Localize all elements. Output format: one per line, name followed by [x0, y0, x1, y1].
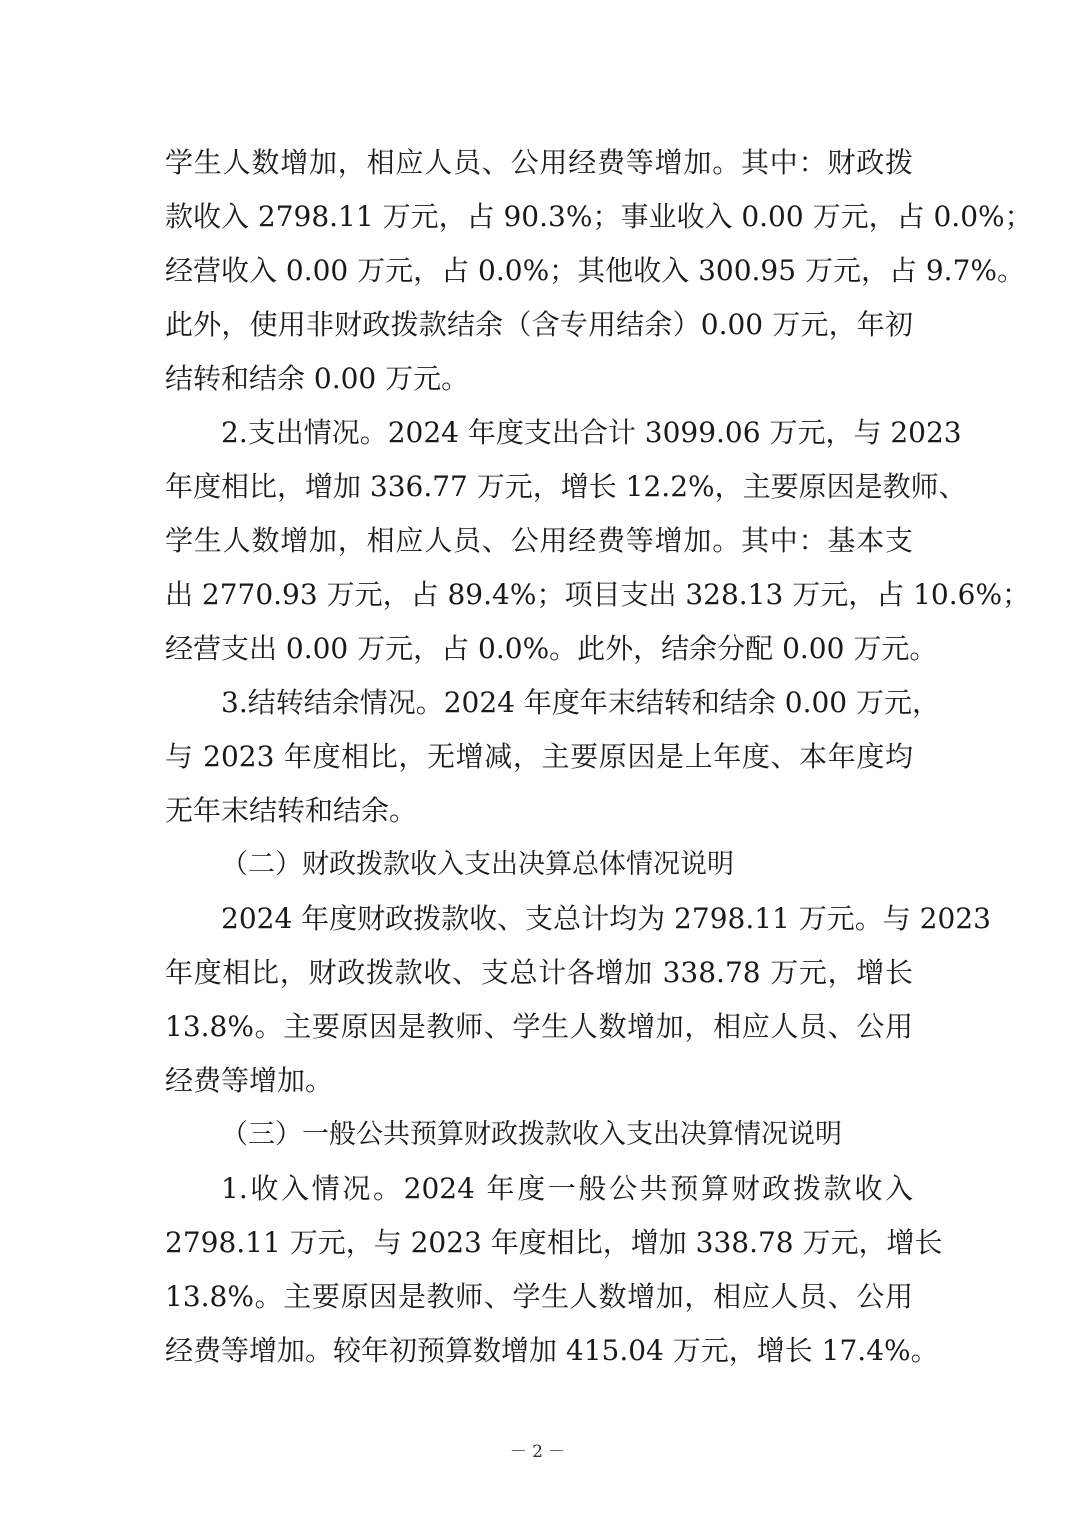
body-text-line: 无年末结转和结余。	[165, 794, 418, 827]
body-text-line: 与 2023 年度相比，无增减，主要原因是上年度、本年度均	[165, 740, 913, 773]
section-heading: （二）财政拨款收入支出决算总体情况说明	[221, 849, 734, 880]
body-text-line: 年度相比，财政拨款收、支总计各增加 338.78 万元，增长	[165, 956, 913, 989]
body-text-line: 经费等增加。	[165, 1064, 334, 1097]
paragraph-first-line: 2.支出情况。2024 年度支出合计 3099.06 万元，与 2023	[221, 416, 962, 449]
paragraph-first-line: 1.收入情况。2024 年度一般公共预算财政拨款收入	[221, 1172, 913, 1205]
body-text-line: 经营支出 0.00 万元，占 0.0%。此外，结余分配 0.00 万元。	[165, 632, 938, 665]
body-text-line: 学生人数增加，相应人员、公用经费等增加。其中：基本支	[165, 524, 913, 557]
body-text-line: 经营收入 0.00 万元，占 0.0%；其他收入 300.95 万元，占 9.7%。	[165, 254, 1025, 287]
body-text-line: 学生人数增加，相应人员、公用经费等增加。其中：财政拨	[165, 146, 913, 179]
page-number: － 2 －	[509, 1442, 566, 1462]
body-text-line: 出 2770.93 万元，占 89.4%；项目支出 328.13 万元，占 10.6%；	[165, 578, 1031, 611]
body-text-line: 13.8%。主要原因是教师、学生人数增加，相应人员、公用	[165, 1280, 913, 1313]
body-text-line: 款收入 2798.11 万元，占 90.3%；事业收入 0.00 万元，占 0.0%；	[165, 200, 1033, 233]
body-text-line: 2798.11 万元，与 2023 年度相比，增加 338.78 万元，增长	[165, 1226, 943, 1259]
paragraph-first-line: 3.结转结余情况。2024 年度年末结转和结余 0.00 万元，	[221, 686, 941, 719]
body-text-line: 经费等增加。较年初预算数增加 415.04 万元，增长 17.4%。	[165, 1334, 939, 1367]
section-heading: （三）一般公共预算财政拨款收入支出决算情况说明	[221, 1119, 842, 1150]
paragraph-first-line: 2024 年度财政拨款收、支总计均为 2798.11 万元。与 2023	[221, 902, 991, 935]
body-text-line: 年度相比，增加 336.77 万元，增长 12.2%，主要原因是教师、	[165, 470, 967, 503]
body-text-line: 13.8%。主要原因是教师、学生人数增加，相应人员、公用	[165, 1010, 913, 1043]
body-text-line: 此外，使用非财政拨款结余（含专用结余）0.00 万元，年初	[165, 308, 913, 341]
body-text-line: 结转和结余 0.00 万元。	[165, 362, 470, 395]
